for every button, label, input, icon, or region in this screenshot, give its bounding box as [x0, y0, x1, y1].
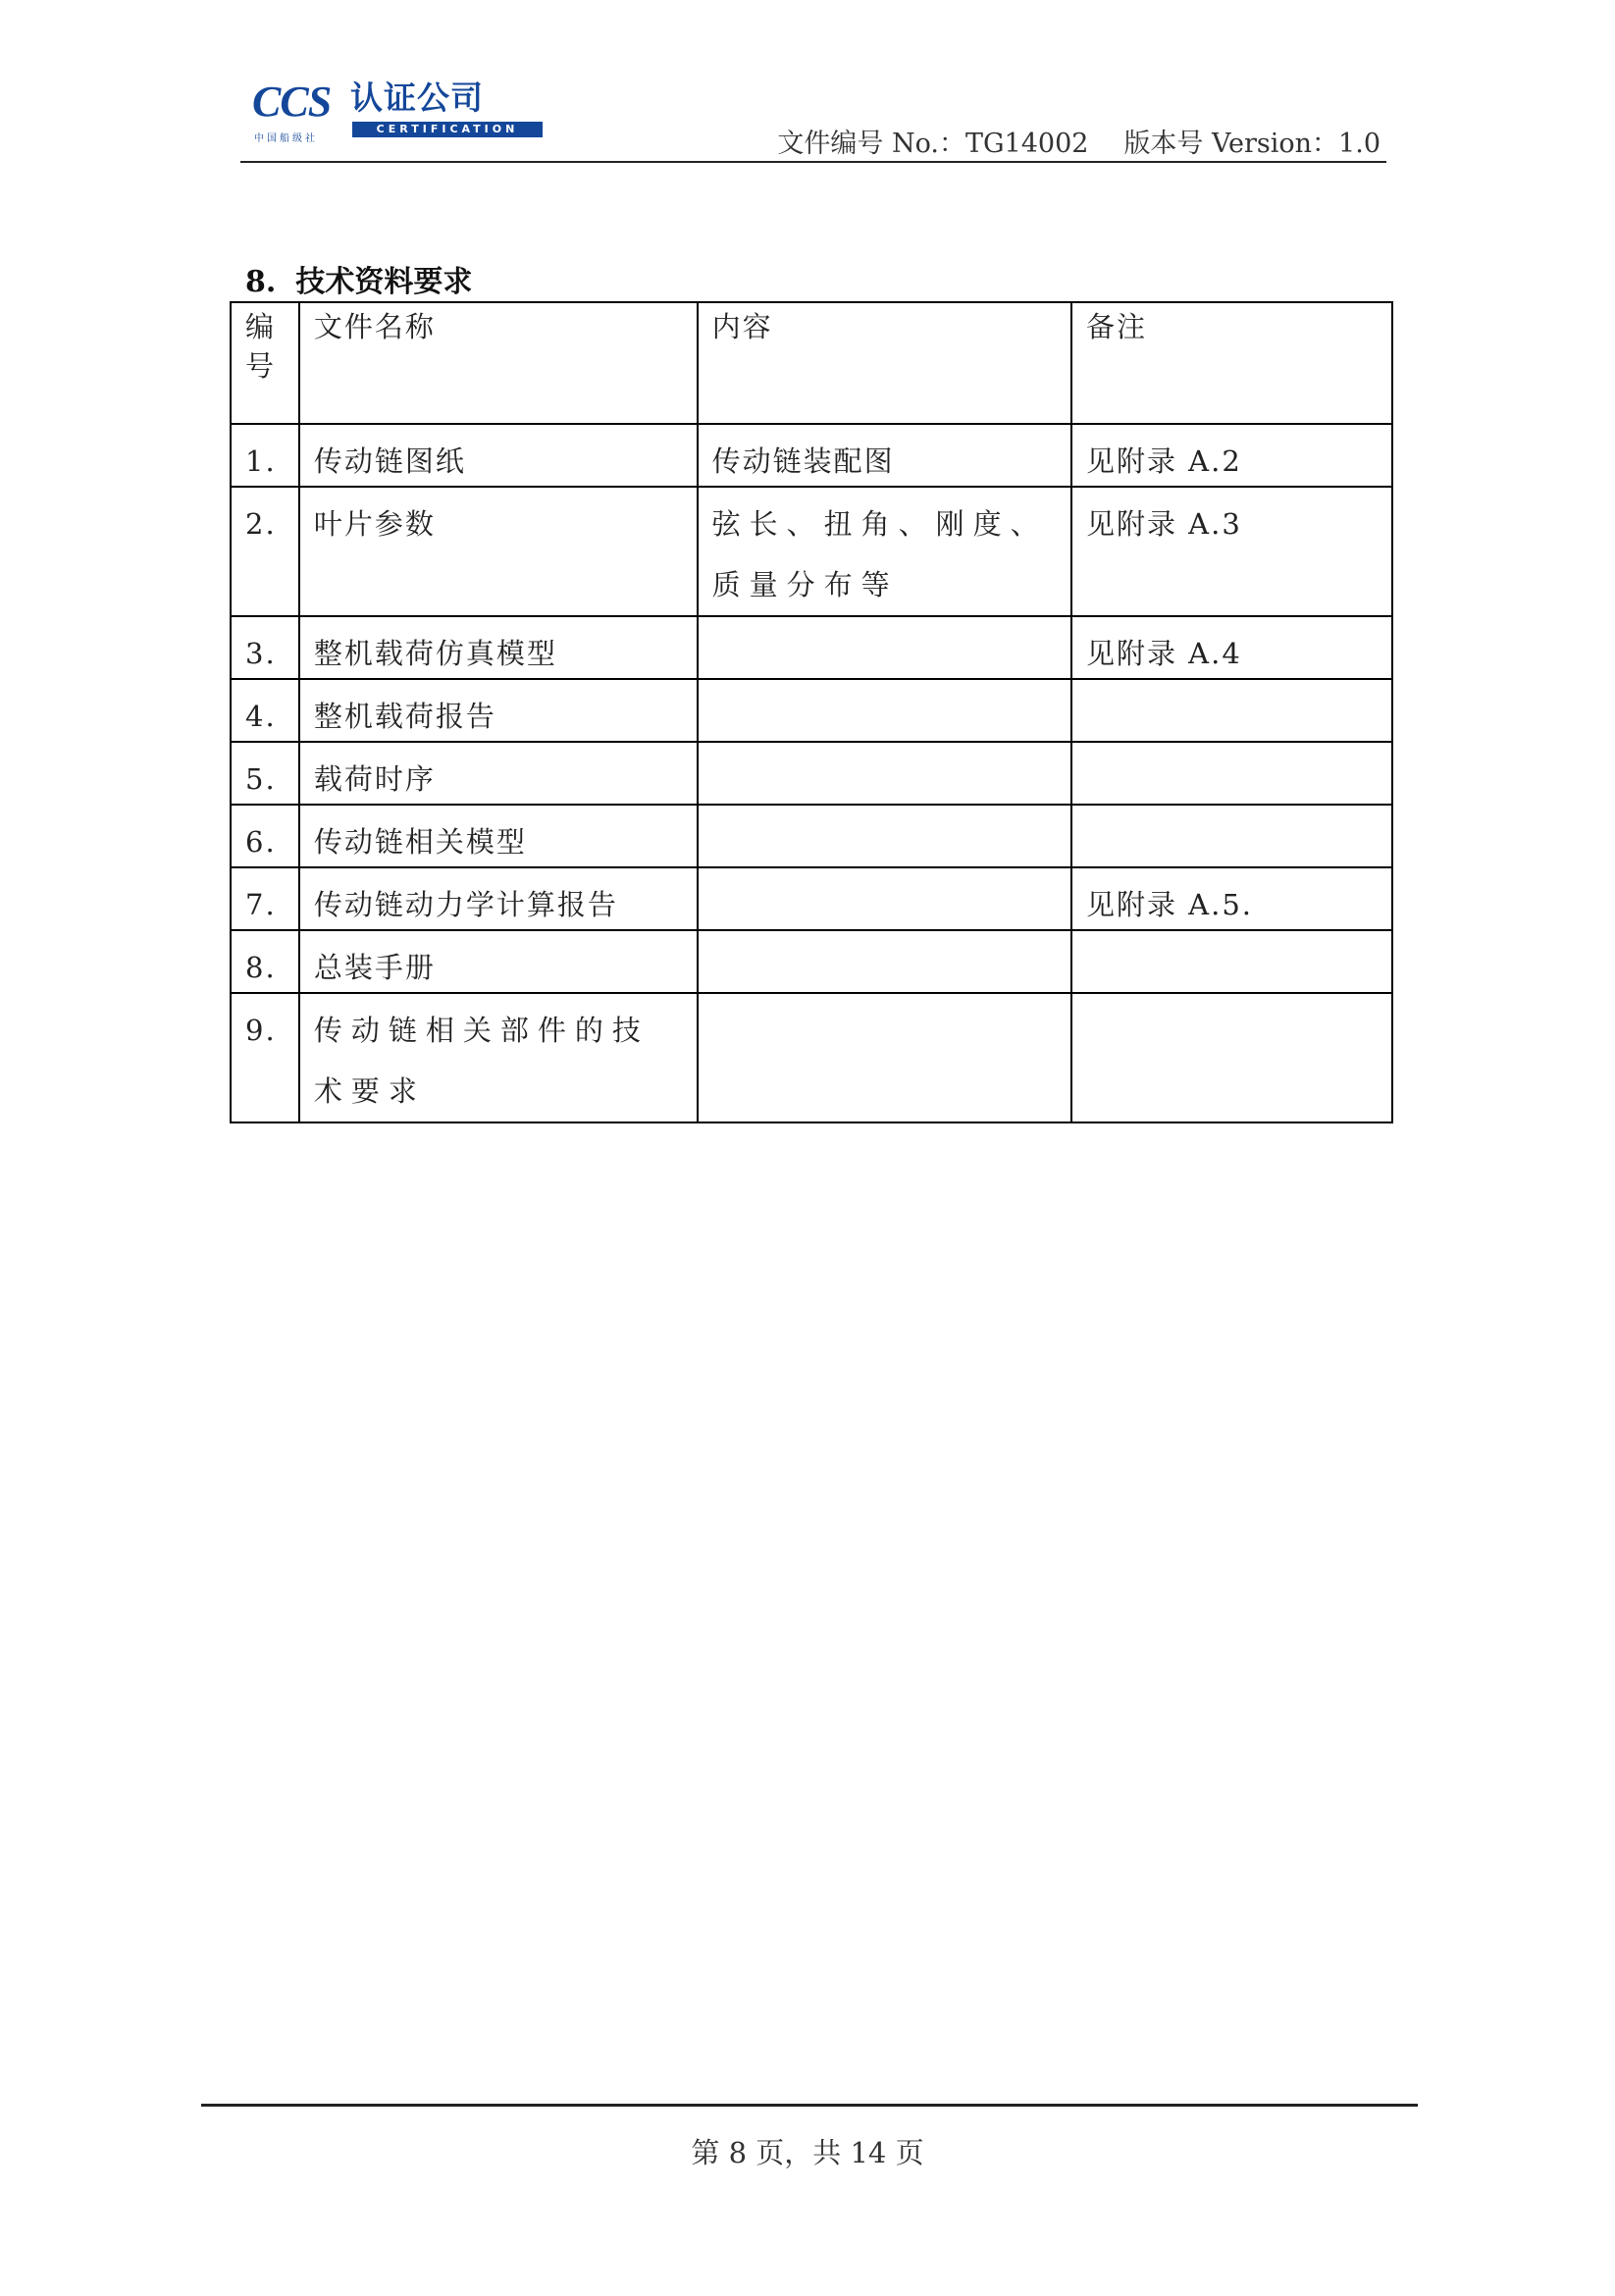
row-name: 整机载荷仿真模型 — [299, 616, 698, 679]
row-no: 1. — [231, 424, 299, 487]
row-note — [1071, 805, 1392, 867]
row-no: 5. — [231, 742, 299, 805]
row-name: 传动链图纸 — [299, 424, 698, 487]
logo-brand-subtext: 中国船级社 — [254, 133, 318, 144]
row-note — [1071, 993, 1392, 1122]
header-no: 编号 — [231, 302, 299, 424]
row-name: 传动链相关部件的技术要求 — [299, 993, 698, 1122]
row-note — [1071, 679, 1392, 742]
table-row — [231, 742, 1392, 805]
section-title: 技术资料要求 — [295, 265, 473, 299]
row-note: 见附录 A.4 — [1071, 616, 1392, 679]
ccs-certification-logo — [252, 77, 547, 155]
table-row — [231, 993, 1392, 1122]
logo-brand-cn-text: 认证公司 — [350, 78, 484, 117]
row-no: 9. — [231, 993, 299, 1122]
row-note — [1071, 742, 1392, 805]
row-no: 8. — [231, 930, 299, 993]
header-note: 备注 — [1071, 302, 1392, 424]
page-number: 第 8 页，共 14 页 — [691, 2136, 924, 2169]
row-name: 整机载荷报告 — [299, 679, 698, 742]
row-content: 弦长、扭角、刚度、质量分布等 — [698, 487, 1071, 616]
document-version: 版本号 Version：1.0 — [1123, 129, 1381, 159]
table-row — [231, 867, 1392, 930]
footer-divider — [201, 2104, 1418, 2107]
row-content — [698, 742, 1071, 805]
row-name: 叶片参数 — [299, 487, 698, 616]
section-number: 8. — [245, 265, 277, 299]
table-row — [231, 805, 1392, 867]
page-header — [240, 71, 1386, 165]
document-info — [777, 122, 1381, 160]
row-content — [698, 805, 1071, 867]
technical-documents-table — [230, 301, 1393, 1123]
row-content — [698, 993, 1071, 1122]
table-row — [231, 487, 1392, 616]
section-heading — [245, 257, 472, 300]
row-note: 见附录 A.3 — [1071, 487, 1392, 616]
row-note: 见附录 A.2 — [1071, 424, 1392, 487]
table-row — [231, 616, 1392, 679]
header-name: 文件名称 — [299, 302, 698, 424]
document-number: 文件编号 No.：TG14002 — [777, 129, 1089, 159]
row-name: 载荷时序 — [299, 742, 698, 805]
row-no: 7. — [231, 867, 299, 930]
row-name: 传动链相关模型 — [299, 805, 698, 867]
row-note: 见附录 A.5. — [1071, 867, 1392, 930]
row-content — [698, 679, 1071, 742]
logo-brand-text: CCS — [252, 78, 332, 126]
header-content: 内容 — [698, 302, 1071, 424]
row-content — [698, 867, 1071, 930]
row-no: 3. — [231, 616, 299, 679]
row-content — [698, 930, 1071, 993]
header-divider — [240, 161, 1386, 163]
logo-certification-band: CERTIFICATION — [352, 122, 543, 137]
table-header-row — [231, 302, 1392, 424]
row-name: 总装手册 — [299, 930, 698, 993]
row-content — [698, 616, 1071, 679]
table-row — [231, 679, 1392, 742]
row-no: 6. — [231, 805, 299, 867]
table-row — [231, 930, 1392, 993]
row-name: 传动链动力学计算报告 — [299, 867, 698, 930]
row-no: 2. — [231, 487, 299, 616]
row-content: 传动链装配图 — [698, 424, 1071, 487]
row-note — [1071, 930, 1392, 993]
table-row — [231, 424, 1392, 487]
row-no: 4. — [231, 679, 299, 742]
